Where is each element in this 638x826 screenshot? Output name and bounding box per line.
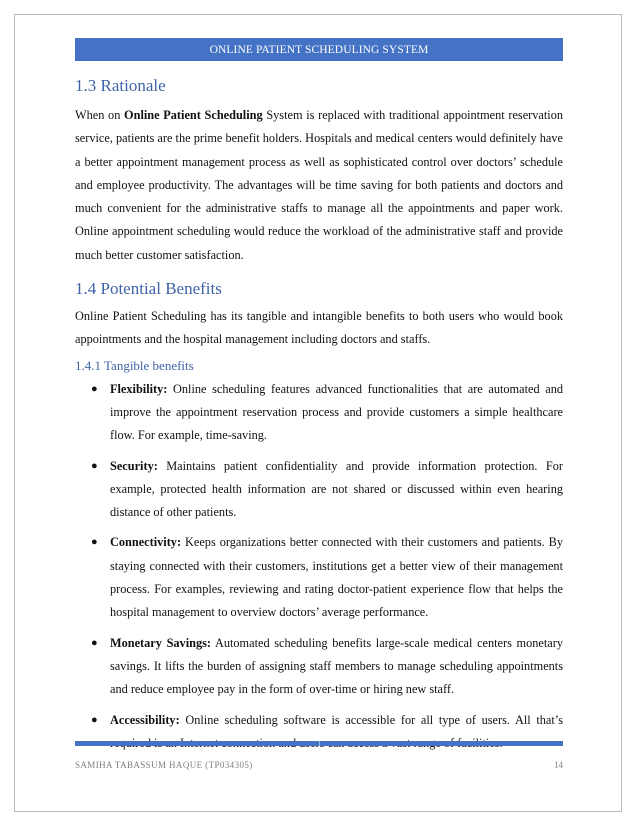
benefit-label: Flexibility: <box>110 381 168 396</box>
benefit-label: Accessibility: <box>110 712 180 727</box>
tangible-benefits-list <box>75 378 563 755</box>
rationale-paragraph <box>75 104 563 267</box>
benefit-label: Monetary Savings: <box>110 635 211 650</box>
list-item <box>75 632 563 702</box>
footer-divider <box>75 741 563 746</box>
section-heading-benefits: 1.4 Potential Benefits <box>75 279 222 299</box>
list-item <box>75 531 563 624</box>
section-heading-rationale: 1.3 Rationale <box>75 76 166 95</box>
bullet-icon: ● <box>91 713 98 726</box>
bullet-icon: ● <box>91 636 98 649</box>
bullet-icon: ● <box>91 382 98 395</box>
benefit-text: Online scheduling features advanced functionalities that are automated and improve the appointment reservation process and provide customers a simple healthcare flow. For example, time-saving. <box>110 381 563 443</box>
header-title: ONLINE PATIENT SCHEDULING SYSTEM <box>209 43 429 56</box>
benefit-text: Keeps organizations better connected with their customers and patients. By staying connected with their customers, institutions get a better view of their management process. For examples, reviewing and rating doctor-patient experience flow that helps the hospital management to overview doctors’ average performance. <box>110 535 563 620</box>
list-item <box>75 709 563 756</box>
page-number: 14 <box>554 760 563 770</box>
footer-author: SAMIHA TABASSUM HAQUE (TP034305) <box>75 760 253 770</box>
benefit-text: Automated scheduling benefits large-scale medical centers monetary savings. It lifts the burden of assigning staff members to manage scheduling appointments and reduce employee pay in the form of over-time or hiring new staff. <box>110 635 563 697</box>
benefit-label: Security: <box>110 458 158 473</box>
page-content <box>75 68 563 762</box>
benefit-label: Connectivity: <box>110 535 182 550</box>
list-item <box>75 455 563 525</box>
benefit-text: Maintains patient confidentiality and provide information protection. For example, protected health information are not shared or discussed within even hearing distance of other patients. <box>110 458 563 520</box>
rationale-text-start: When on <box>75 108 125 122</box>
document-header <box>75 38 563 61</box>
benefits-intro-paragraph: Online Patient Scheduling has its tangible and intangible benefits to both users who would book appointments and the hospital management including doctors and staffs. <box>75 309 563 347</box>
rationale-text-rest: System is replaced with traditional appointment reservation service, patients are the prime benefit holders. Hospitals and medical centers would definitely have a better appointment management process as well as sophisticated control over doctors’ schedule and employee productivity. The advantages will be time saving for both patients and doctors and much convenient for the administrative staffs to manage all the appointments and paper work. Online appointment scheduling would reduce the workload of the administrative staff and provide much better customer satisfaction. <box>75 108 564 262</box>
rationale-bold-term: Online Patient Scheduling <box>124 108 263 122</box>
list-item <box>75 378 563 448</box>
bullet-icon: ● <box>91 459 98 472</box>
bullet-icon: ● <box>91 536 98 549</box>
subsection-heading-tangible: 1.4.1 Tangible benefits <box>75 357 194 373</box>
benefit-text: Online scheduling software is accessible for all type of users. All that’s <box>185 712 563 727</box>
footer-divider-tick <box>319 741 320 746</box>
